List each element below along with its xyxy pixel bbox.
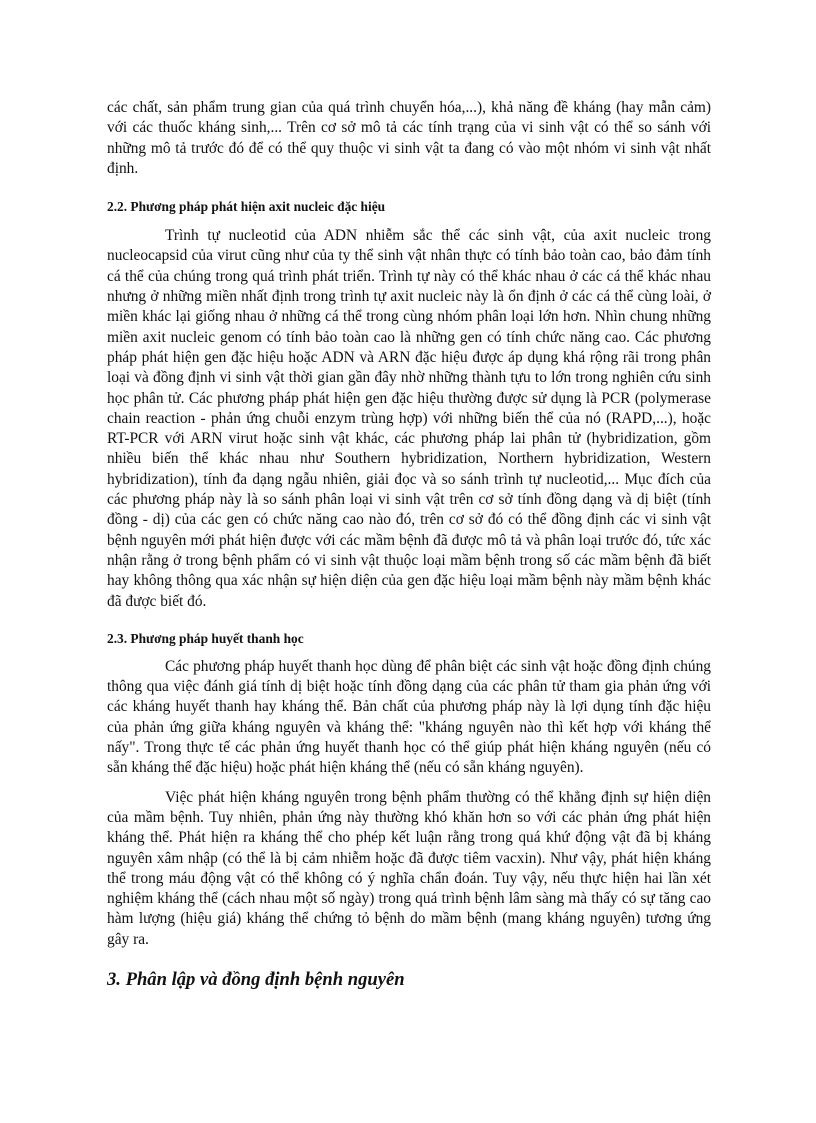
document-page bbox=[107, 98, 711, 992]
paragraph-2-3-b: Việc phát hiện kháng nguyên trong bệnh phẩm thường có thể khẳng định sự hiện diện của mầm bệnh. Tuy nhiên, phản ứng này thường khó khăn hơn so với các phản ứng phát hiện kháng thể. Phát hiện ra kháng thể cho phép kết luận rằng trong quá khứ động vật đã bị kháng nguyên xâm nhập (có thể là bị cảm nhiễm hoặc đã được tiêm vacxin). Như vậy, phát hiện kháng thể trong máu động vật có thể không có ý nghĩa chẩn đoán. Tuy vậy, nếu thực hiện hai lần xét nghiệm kháng thể (cách nhau một số ngày) trong quá trình bệnh lâm sàng mà thấy có sự tăng cao hàm lượng (hiệu giá) kháng thể chứng tỏ bệnh do mầm bệnh (mang kháng nguyên) tương ứng gây ra. bbox=[107, 788, 711, 948]
heading-2-3: 2.3. Phương pháp huyết thanh học bbox=[107, 630, 304, 646]
intro-paragraph: các chất, sản phẩm trung gian của quá trình chuyển hóa,...), khả năng đề kháng (hay mẫn cảm) với các thuốc kháng sinh,... Trên cơ sở mô tả các tính trạng của vi sinh vật có thể so sánh với những mô tả trước đó để có thể quy thuộc vi sinh vật ta đang có vào một nhóm vi sinh vật nhất định. bbox=[107, 99, 711, 177]
heading-2-2: 2.2. Phương pháp phát hiện axit nucleic đặc hiệu bbox=[107, 199, 386, 215]
paragraph-2-2: Trình tự nucleotid của ADN nhiễm sắc thể các sinh vật, của axit nucleic trong nucleocapsid của virut cũng như của ty thể sinh vật nhân thực có tính bảo toàn cao, bảo đảm tính cá thể của chúng trong quá trình phát triển. Trình tự này có thể khác nhau ở các cá thể khác nhau nhưng ở những miền nhất định trong trình tự axit nucleic này là ổn định ở các cá thể cùng loài, ở miền khác lại giống nhau ở những cá thể trong cùng nhóm phân loại lớn hơn. Nhìn chung những miền axit nucleic genom có tính bảo toàn cao là những gen có tính chức năng cao. Các phương pháp phát hiện gen đặc hiệu hoặc ADN và ARN đặc hiệu được áp dụng khá rộng rãi trong phân loại và đồng định vi sinh vật thời gian gần đây nhờ những thành tựu to lớn trong nghiên cứu sinh học phân tử. Các phương pháp phát hiện gen đặc hiệu thường được sử dụng là PCR (polymerase chain reaction - phản ứng chuỗi enzym trùng hợp) với những biến thể của nó (RAPD,...), hoặc RT-PCR với ARN virut hoặc sinh vật khác, các phương pháp lai phân tử (hybridization, gồm nhiều biến thể khác nhau như Southern hybridization, Northern hybridization, Western hybridization), tính đa dạng ngẫu nhiên, giải đọc và so sánh trình tự nucleotid,... Mục đích của các phương pháp này là so sánh phân loại vi sinh vật trên cơ sở tính đồng dạng và dị biệt (tính đồng - dị) của các gen có chức năng cao nào đó, trên cơ sở đó có thể đồng định các vi sinh vật bệnh nguyên mới phát hiện được với các mầm bệnh đã được mô tả và phân loại trước đó, tức xác nhận rằng ở trong bệnh phẩm có vi sinh vật thuộc loại mầm bệnh trong số các mầm bệnh đã biết hay không thông qua xác nhận sự hiện diện của gen đặc hiệu loại mầm bệnh này mầm bệnh khác đã được biết đó. bbox=[107, 227, 711, 610]
heading-3: 3. Phân lập và đồng định bệnh nguyên bbox=[107, 968, 405, 990]
paragraph-2-3-a: Các phương pháp huyết thanh học dùng để phân biệt các sinh vật hoặc đồng định chúng thông qua việc đánh giá tính dị biệt hoặc tính đồng dạng của các phân tử tham gia phản ứng với các kháng huyết thanh hay kháng thể. Bản chất của phương pháp này là lợi dụng tính đặc hiệu của phản ứng giữa kháng nguyên và kháng thể: "kháng nguyên nào thì kết hợp với kháng thể nấy". Trong thực tế các phản ứng huyết thanh học có thể giúp phát hiện kháng nguyên (nếu có sẵn kháng thể đặc hiệu) hoặc phát hiện kháng thể (nếu có sẵn kháng nguyên). bbox=[107, 657, 711, 777]
